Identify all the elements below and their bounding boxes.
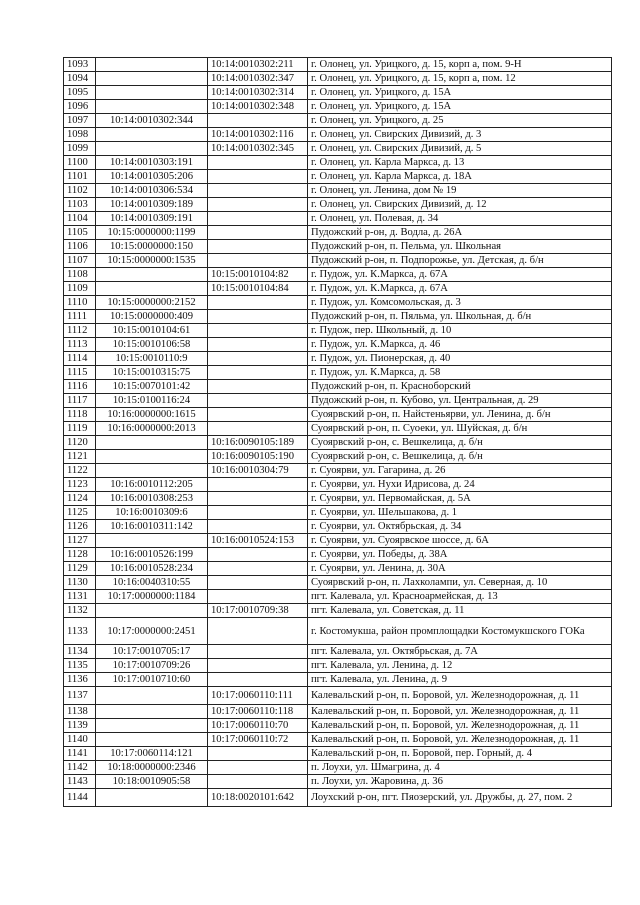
cadastral-number-alt-cell — [208, 422, 308, 436]
table-row — [64, 789, 612, 807]
cadastral-number-cell: 10:18:0010905:58 — [96, 775, 208, 789]
table-row — [64, 464, 612, 478]
table-row — [64, 408, 612, 422]
row-number-cell: 1109 — [64, 282, 96, 296]
table-row — [64, 142, 612, 156]
cadastral-number-alt-cell — [208, 170, 308, 184]
address-cell: г. Олонец, ул. Урицкого, д. 15А — [308, 86, 612, 100]
address-cell: г. Пудож, пер. Школьный, д. 10 — [308, 324, 612, 338]
row-number-cell: 1120 — [64, 436, 96, 450]
table-row — [64, 687, 612, 705]
address-cell: г. Пудож, ул. Пионерская, д. 40 — [308, 352, 612, 366]
cadastral-number-alt-cell — [208, 747, 308, 761]
address-cell: Калевальский р-он, п. Боровой, ул. Железнодорожная, д. 11 — [308, 705, 612, 719]
cadastral-number-cell: 10:17:0000000:1184 — [96, 590, 208, 604]
address-cell: пгт. Калевала, ул. Октябрьская, д. 7А — [308, 645, 612, 659]
table-row — [64, 226, 612, 240]
table-row — [64, 198, 612, 212]
row-number-cell: 1129 — [64, 562, 96, 576]
address-cell: г. Пудож, ул. К.Маркса, д. 58 — [308, 366, 612, 380]
cadastral-number-cell: 10:16:0010528:234 — [96, 562, 208, 576]
address-cell: Пудожский р-он, п. Кубово, ул. Центральная, д. 29 — [308, 394, 612, 408]
cadastral-number-cell: 10:14:0010302:344 — [96, 114, 208, 128]
address-cell: п. Лоухи, ул. Шмагрина, д. 4 — [308, 761, 612, 775]
cadastral-number-cell — [96, 268, 208, 282]
table-row — [64, 775, 612, 789]
cadastral-number-alt-cell — [208, 394, 308, 408]
cadastral-number-alt-cell — [208, 184, 308, 198]
table-row — [64, 324, 612, 338]
cadastral-number-alt-cell — [208, 492, 308, 506]
row-number-cell: 1133 — [64, 618, 96, 645]
row-number-cell: 1116 — [64, 380, 96, 394]
cadastral-number-alt-cell: 10:14:0010302:347 — [208, 72, 308, 86]
table-row — [64, 534, 612, 548]
address-cell: Суоярвский р-он, п. Найстеньярви, ул. Ленина, д. б/н — [308, 408, 612, 422]
cadastral-number-alt-cell — [208, 352, 308, 366]
cadastral-number-alt-cell — [208, 366, 308, 380]
cadastral-number-cell: 10:15:0100116:24 — [96, 394, 208, 408]
table-row — [64, 450, 612, 464]
cadastral-number-cell: 10:17:0060114:121 — [96, 747, 208, 761]
table-row — [64, 604, 612, 618]
table-row — [64, 618, 612, 645]
cadastral-number-alt-cell — [208, 478, 308, 492]
cadastral-number-cell: 10:16:0010311:142 — [96, 520, 208, 534]
address-cell: г. Суоярви, ул. Октябрьская, д. 34 — [308, 520, 612, 534]
address-cell: г. Олонец, ул. Урицкого, д. 25 — [308, 114, 612, 128]
table-row — [64, 422, 612, 436]
row-number-cell: 1094 — [64, 72, 96, 86]
cadastral-number-cell: 10:16:0010309:6 — [96, 506, 208, 520]
address-cell: г. Олонец, ул. Карла Маркса, д. 18А — [308, 170, 612, 184]
cadastral-number-cell: 10:14:0010303:191 — [96, 156, 208, 170]
cadastral-number-cell: 10:15:0010104:61 — [96, 324, 208, 338]
row-number-cell: 1108 — [64, 268, 96, 282]
cadastral-number-cell: 10:16:0010112:205 — [96, 478, 208, 492]
row-number-cell: 1138 — [64, 705, 96, 719]
table-row — [64, 268, 612, 282]
row-number-cell: 1131 — [64, 590, 96, 604]
row-number-cell: 1141 — [64, 747, 96, 761]
cadastral-number-cell: 10:14:0010306:534 — [96, 184, 208, 198]
table-row — [64, 100, 612, 114]
address-cell: г. Олонец, ул. Свирских Дивизий, д. 5 — [308, 142, 612, 156]
row-number-cell: 1139 — [64, 719, 96, 733]
row-number-cell: 1124 — [64, 492, 96, 506]
cadastral-number-alt-cell: 10:17:0060110:72 — [208, 733, 308, 747]
property-table — [63, 57, 612, 807]
address-cell: Калевальский р-он, п. Боровой, ул. Железнодорожная, д. 11 — [308, 719, 612, 733]
row-number-cell: 1123 — [64, 478, 96, 492]
cadastral-number-cell: 10:16:0000000:1615 — [96, 408, 208, 422]
cadastral-number-cell — [96, 58, 208, 72]
address-cell: Калевальский р-он, п. Боровой, пер. Горный, д. 4 — [308, 747, 612, 761]
cadastral-number-cell: 10:15:0000000:1535 — [96, 254, 208, 268]
table-row — [64, 86, 612, 100]
table-row — [64, 394, 612, 408]
address-cell: г. Олонец, ул. Карла Маркса, д. 13 — [308, 156, 612, 170]
table-row — [64, 184, 612, 198]
address-cell: г. Суоярви, ул. Гагарина, д. 26 — [308, 464, 612, 478]
cadastral-number-alt-cell: 10:18:0020101:642 — [208, 789, 308, 807]
table-row — [64, 58, 612, 72]
table-row — [64, 659, 612, 673]
cadastral-number-cell — [96, 534, 208, 548]
table-row — [64, 733, 612, 747]
row-number-cell: 1098 — [64, 128, 96, 142]
row-number-cell: 1128 — [64, 548, 96, 562]
cadastral-number-alt-cell: 10:16:0090105:190 — [208, 450, 308, 464]
row-number-cell: 1143 — [64, 775, 96, 789]
table-row — [64, 478, 612, 492]
row-number-cell: 1100 — [64, 156, 96, 170]
cadastral-number-alt-cell: 10:16:0010304:79 — [208, 464, 308, 478]
row-number-cell: 1115 — [64, 366, 96, 380]
address-cell: пгт. Калевала, ул. Красноармейская, д. 13 — [308, 590, 612, 604]
cadastral-number-cell — [96, 604, 208, 618]
cadastral-number-cell: 10:15:0010106:58 — [96, 338, 208, 352]
cadastral-number-alt-cell — [208, 324, 308, 338]
row-number-cell: 1101 — [64, 170, 96, 184]
table-row — [64, 719, 612, 733]
address-cell: Суоярвский р-он, п. Лахколампи, ул. Северная, д. 10 — [308, 576, 612, 590]
table-row — [64, 128, 612, 142]
cadastral-number-cell — [96, 733, 208, 747]
cadastral-number-cell: 10:15:0000000:1199 — [96, 226, 208, 240]
table-row — [64, 72, 612, 86]
row-number-cell: 1106 — [64, 240, 96, 254]
cadastral-number-alt-cell: 10:17:0060110:70 — [208, 719, 308, 733]
row-number-cell: 1096 — [64, 100, 96, 114]
cadastral-number-cell — [96, 100, 208, 114]
cadastral-number-alt-cell — [208, 212, 308, 226]
table-row — [64, 282, 612, 296]
address-cell: г. Суоярви, ул. Суоярвское шоссе, д. 6А — [308, 534, 612, 548]
row-number-cell: 1121 — [64, 450, 96, 464]
cadastral-number-cell: 10:17:0010710:60 — [96, 673, 208, 687]
cadastral-number-alt-cell: 10:15:0010104:84 — [208, 282, 308, 296]
row-number-cell: 1125 — [64, 506, 96, 520]
cadastral-number-cell: 10:16:0010526:199 — [96, 548, 208, 562]
cadastral-number-cell — [96, 142, 208, 156]
row-number-cell: 1112 — [64, 324, 96, 338]
table-row — [64, 673, 612, 687]
address-cell: Пудожский р-он, п. Пельма, ул. Школьная — [308, 240, 612, 254]
address-cell: Калевальский р-он, п. Боровой, ул. Железнодорожная, д. 11 — [308, 733, 612, 747]
row-number-cell: 1113 — [64, 338, 96, 352]
table-row — [64, 212, 612, 226]
cadastral-number-cell: 10:15:0070101:42 — [96, 380, 208, 394]
row-number-cell: 1127 — [64, 534, 96, 548]
cadastral-number-cell: 10:15:0000000:409 — [96, 310, 208, 324]
address-cell: г. Суоярви, ул. Первомайская, д. 5А — [308, 492, 612, 506]
cadastral-number-cell — [96, 282, 208, 296]
cadastral-number-cell — [96, 464, 208, 478]
cadastral-number-alt-cell — [208, 114, 308, 128]
cadastral-number-alt-cell — [208, 659, 308, 673]
table-row — [64, 156, 612, 170]
address-cell: Суоярвский р-он, п. Суоеки, ул. Шуйская, д. б/н — [308, 422, 612, 436]
table-row — [64, 747, 612, 761]
table-row — [64, 562, 612, 576]
table-row — [64, 296, 612, 310]
cadastral-number-alt-cell — [208, 576, 308, 590]
row-number-cell: 1107 — [64, 254, 96, 268]
address-cell: г. Олонец, ул. Свирских Дивизий, д. 3 — [308, 128, 612, 142]
row-number-cell: 1099 — [64, 142, 96, 156]
cadastral-number-alt-cell — [208, 548, 308, 562]
table-row — [64, 492, 612, 506]
cadastral-number-cell: 10:16:0040310:55 — [96, 576, 208, 590]
row-number-cell: 1140 — [64, 733, 96, 747]
table-row — [64, 310, 612, 324]
address-cell: г. Пудож, ул. Комсомольская, д. 3 — [308, 296, 612, 310]
row-number-cell: 1134 — [64, 645, 96, 659]
table-row — [64, 761, 612, 775]
cadastral-number-cell: 10:15:0010110:9 — [96, 352, 208, 366]
table-row — [64, 170, 612, 184]
table-row — [64, 590, 612, 604]
cadastral-number-alt-cell — [208, 590, 308, 604]
cadastral-number-alt-cell — [208, 618, 308, 645]
cadastral-number-alt-cell — [208, 506, 308, 520]
address-cell: Лоухский р-он, пгт. Пяозерский, ул. Дружбы, д. 27, пом. 2 — [308, 789, 612, 807]
cadastral-number-cell — [96, 687, 208, 705]
cadastral-number-alt-cell — [208, 296, 308, 310]
row-number-cell: 1097 — [64, 114, 96, 128]
row-number-cell: 1095 — [64, 86, 96, 100]
row-number-cell: 1104 — [64, 212, 96, 226]
cadastral-number-alt-cell: 10:14:0010302:314 — [208, 86, 308, 100]
table-row — [64, 436, 612, 450]
table-row — [64, 548, 612, 562]
row-number-cell: 1136 — [64, 673, 96, 687]
address-cell: Суоярвский р-он, с. Вешкелица, д. б/н — [308, 450, 612, 464]
row-number-cell: 1102 — [64, 184, 96, 198]
table-row — [64, 352, 612, 366]
row-number-cell: 1093 — [64, 58, 96, 72]
cadastral-number-alt-cell — [208, 338, 308, 352]
cadastral-number-alt-cell: 10:17:0060110:118 — [208, 705, 308, 719]
table-row — [64, 705, 612, 719]
cadastral-number-cell: 10:17:0000000:2451 — [96, 618, 208, 645]
cadastral-number-cell: 10:15:0010315:75 — [96, 366, 208, 380]
cadastral-number-alt-cell: 10:17:0010709:38 — [208, 604, 308, 618]
table-row — [64, 380, 612, 394]
row-number-cell: 1126 — [64, 520, 96, 534]
row-number-cell: 1110 — [64, 296, 96, 310]
cadastral-number-cell — [96, 719, 208, 733]
cadastral-number-cell — [96, 705, 208, 719]
cadastral-number-alt-cell: 10:14:0010302:211 — [208, 58, 308, 72]
cadastral-number-alt-cell — [208, 562, 308, 576]
cadastral-number-alt-cell: 10:14:0010302:345 — [208, 142, 308, 156]
cadastral-number-alt-cell — [208, 310, 308, 324]
address-cell: г. Олонец, ул. Урицкого, д. 15А — [308, 100, 612, 114]
row-number-cell: 1135 — [64, 659, 96, 673]
table-body — [64, 58, 612, 807]
cadastral-number-alt-cell — [208, 673, 308, 687]
address-cell: г. Суоярви, ул. Победы, д. 38А — [308, 548, 612, 562]
table-row — [64, 506, 612, 520]
address-cell: пгт. Калевала, ул. Ленина, д. 9 — [308, 673, 612, 687]
cadastral-number-alt-cell — [208, 240, 308, 254]
cadastral-number-cell — [96, 450, 208, 464]
cadastral-number-alt-cell: 10:15:0010104:82 — [208, 268, 308, 282]
address-cell: г. Костомукша, район промплощадки Костомукшского ГОКа — [308, 618, 612, 645]
cadastral-number-cell: 10:15:0000000:150 — [96, 240, 208, 254]
address-cell: г. Пудож, ул. К.Маркса, д. 67А — [308, 268, 612, 282]
address-cell: Пудожский р-он, п. Пяльма, ул. Школьная, д. б/н — [308, 310, 612, 324]
address-cell: Суоярвский р-он, с. Вешкелица, д. б/н — [308, 436, 612, 450]
row-number-cell: 1144 — [64, 789, 96, 807]
address-cell: г. Олонец, ул. Ленина, дом № 19 — [308, 184, 612, 198]
cadastral-number-cell: 10:17:0010705:17 — [96, 645, 208, 659]
table-row — [64, 254, 612, 268]
row-number-cell: 1117 — [64, 394, 96, 408]
cadastral-number-alt-cell — [208, 775, 308, 789]
address-cell: г. Олонец, ул. Урицкого, д. 15, корп а, пом. 12 — [308, 72, 612, 86]
row-number-cell: 1119 — [64, 422, 96, 436]
cadastral-number-cell — [96, 86, 208, 100]
table-row — [64, 240, 612, 254]
address-cell: г. Суоярви, ул. Шельшакова, д. 1 — [308, 506, 612, 520]
cadastral-number-alt-cell — [208, 198, 308, 212]
cadastral-number-cell: 10:16:0000000:2013 — [96, 422, 208, 436]
table-row — [64, 520, 612, 534]
address-cell: г. Суоярви, ул. Нухи Идрисова, д. 24 — [308, 478, 612, 492]
cadastral-number-cell — [96, 72, 208, 86]
cadastral-number-alt-cell: 10:16:0090105:189 — [208, 436, 308, 450]
address-cell: г. Суоярви, ул. Ленина, д. 30А — [308, 562, 612, 576]
row-number-cell: 1111 — [64, 310, 96, 324]
address-cell: г. Олонец, ул. Урицкого, д. 15, корп а, пом. 9-Н — [308, 58, 612, 72]
row-number-cell: 1142 — [64, 761, 96, 775]
cadastral-number-cell: 10:18:0000000:2346 — [96, 761, 208, 775]
address-cell: Пудожский р-он, п. Красноборский — [308, 380, 612, 394]
row-number-cell: 1137 — [64, 687, 96, 705]
cadastral-number-alt-cell — [208, 226, 308, 240]
cadastral-number-alt-cell: 10:16:0010524:153 — [208, 534, 308, 548]
cadastral-number-alt-cell — [208, 408, 308, 422]
cadastral-number-alt-cell — [208, 520, 308, 534]
cadastral-number-alt-cell — [208, 156, 308, 170]
cadastral-number-alt-cell — [208, 380, 308, 394]
cadastral-number-cell: 10:14:0010309:191 — [96, 212, 208, 226]
cadastral-number-alt-cell: 10:14:0010302:116 — [208, 128, 308, 142]
address-cell: п. Лоухи, ул. Жаровина, д. 36 — [308, 775, 612, 789]
address-cell: Пудожский р-он, д. Водла, д. 26А — [308, 226, 612, 240]
row-number-cell: 1105 — [64, 226, 96, 240]
row-number-cell: 1103 — [64, 198, 96, 212]
cadastral-number-cell: 10:16:0010308:253 — [96, 492, 208, 506]
address-cell: пгт. Калевала, ул. Советская, д. 11 — [308, 604, 612, 618]
row-number-cell: 1118 — [64, 408, 96, 422]
document-sheet — [63, 57, 611, 807]
cadastral-number-cell: 10:17:0010709:26 — [96, 659, 208, 673]
address-cell: г. Пудож, ул. К.Маркса, д. 67А — [308, 282, 612, 296]
address-cell: пгт. Калевала, ул. Ленина, д. 12 — [308, 659, 612, 673]
cadastral-number-cell — [96, 436, 208, 450]
table-row — [64, 114, 612, 128]
cadastral-number-cell — [96, 789, 208, 807]
row-number-cell: 1132 — [64, 604, 96, 618]
table-row — [64, 366, 612, 380]
address-cell: г. Олонец, ул. Полевая, д. 34 — [308, 212, 612, 226]
row-number-cell: 1122 — [64, 464, 96, 478]
cadastral-number-cell: 10:15:0000000:2152 — [96, 296, 208, 310]
cadastral-number-cell: 10:14:0010309:189 — [96, 198, 208, 212]
cadastral-number-alt-cell: 10:14:0010302:348 — [208, 100, 308, 114]
row-number-cell: 1130 — [64, 576, 96, 590]
address-cell: Пудожский р-он, п. Подпорожье, ул. Детская, д. б/н — [308, 254, 612, 268]
address-cell: г. Олонец, ул. Свирских Дивизий, д. 12 — [308, 198, 612, 212]
table-row — [64, 338, 612, 352]
cadastral-number-alt-cell — [208, 645, 308, 659]
cadastral-number-cell: 10:14:0010305:206 — [96, 170, 208, 184]
row-number-cell: 1114 — [64, 352, 96, 366]
cadastral-number-cell — [96, 128, 208, 142]
cadastral-number-alt-cell — [208, 761, 308, 775]
address-cell: Калевальский р-он, п. Боровой, ул. Железнодорожная, д. 11 — [308, 687, 612, 705]
table-row — [64, 645, 612, 659]
table-row — [64, 576, 612, 590]
cadastral-number-alt-cell — [208, 254, 308, 268]
cadastral-number-alt-cell: 10:17:0060110:111 — [208, 687, 308, 705]
address-cell: г. Пудож, ул. К.Маркса, д. 46 — [308, 338, 612, 352]
